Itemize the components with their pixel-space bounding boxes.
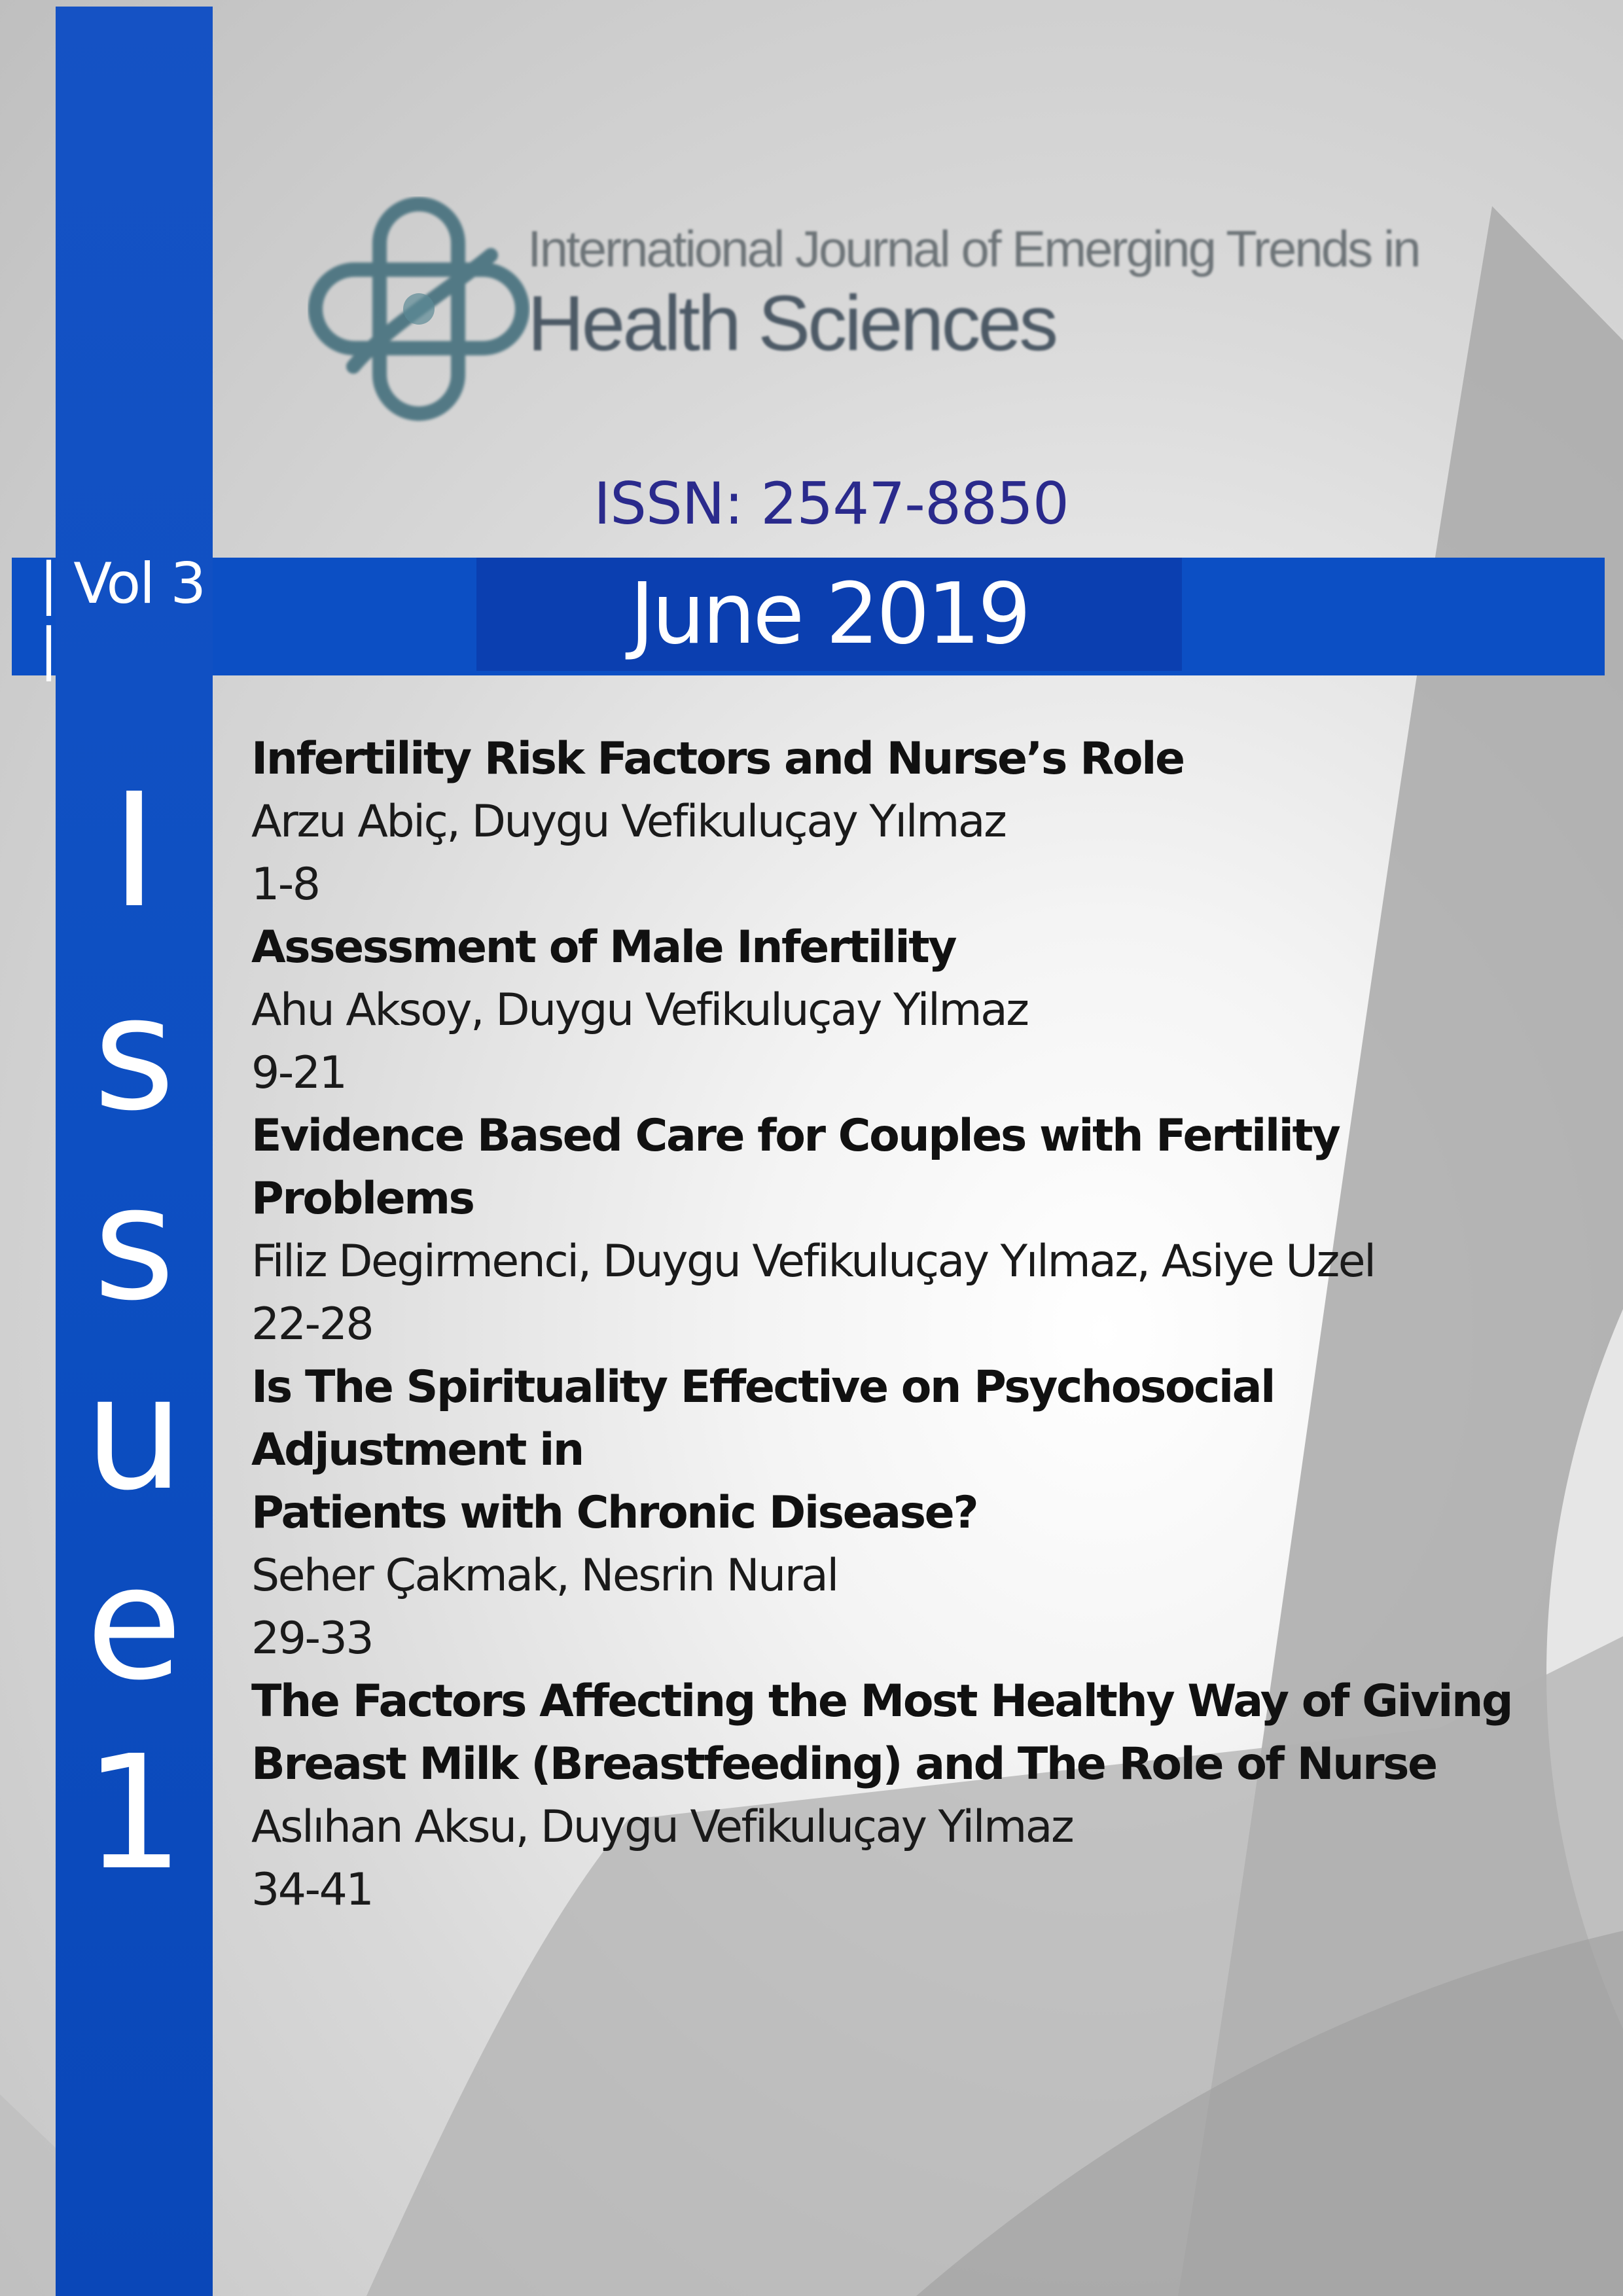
issue-letter: u — [84, 1342, 185, 1525]
article-title: Assessment of Male Infertility — [251, 922, 956, 973]
medical-cross-logo-icon — [308, 196, 530, 425]
article-pages: 34-41 — [251, 1864, 373, 1916]
issue-letter: s — [93, 962, 175, 1145]
article-pages: 22-28 — [251, 1299, 373, 1350]
journal-name-line1: International Journal of Emerging Trends in — [527, 220, 1419, 278]
article-title: Breast Milk (Breastfeeding) and The Role of Nurse — [251, 1738, 1436, 1790]
article-authors: Filiz Degirmenci, Duygu Vefikuluçay Yılmaz, Asiye Uzel — [251, 1236, 1375, 1287]
issue-letter: 1 — [84, 1721, 185, 1905]
article-title: Is The Spirituality Effective on Psychosocial Adjustment in — [251, 1361, 1274, 1476]
table-of-contents — [251, 728, 1547, 1922]
article-pages: 9-21 — [251, 1047, 346, 1099]
article-title: Infertility Risk Factors and Nurse’s Role — [251, 733, 1184, 785]
volume-label: | Vol 3 | — [39, 551, 205, 682]
issue-band — [56, 7, 213, 2296]
article-authors: Arzu Abiç, Duygu Vefikuluçay Yılmaz — [251, 796, 1006, 848]
article-entry — [251, 1670, 1547, 1922]
article-entry — [251, 728, 1547, 916]
issue-date: June 2019 — [630, 565, 1029, 663]
article-entry — [251, 1105, 1547, 1356]
article-entry — [251, 916, 1547, 1105]
article-title: Patients with Chronic Disease? — [251, 1487, 978, 1539]
article-pages: 1-8 — [251, 859, 319, 910]
article-authors: Aslıhan Aksu, Duygu Vefikuluçay Yilmaz — [251, 1801, 1073, 1853]
article-authors: Ahu Aksoy, Duygu Vefikuluçay Yilmaz — [251, 984, 1028, 1036]
article-entry — [251, 1356, 1547, 1670]
issue-letter: I — [111, 759, 158, 942]
issue-letter: s — [93, 1152, 175, 1335]
article-title: The Factors Affecting the Most Healthy Way of Giving — [251, 1676, 1512, 1727]
issn-label: ISSN: 2547-8850 — [594, 470, 1069, 537]
article-title: Evidence Based Care for Couples with Fertility Problems — [251, 1110, 1340, 1225]
article-pages: 29-33 — [251, 1613, 373, 1664]
issue-letter: e — [86, 1532, 183, 1715]
journal-name-line2: Health Sciences — [527, 279, 1056, 367]
article-authors: Seher Çakmak, Nesrin Nural — [251, 1550, 838, 1602]
